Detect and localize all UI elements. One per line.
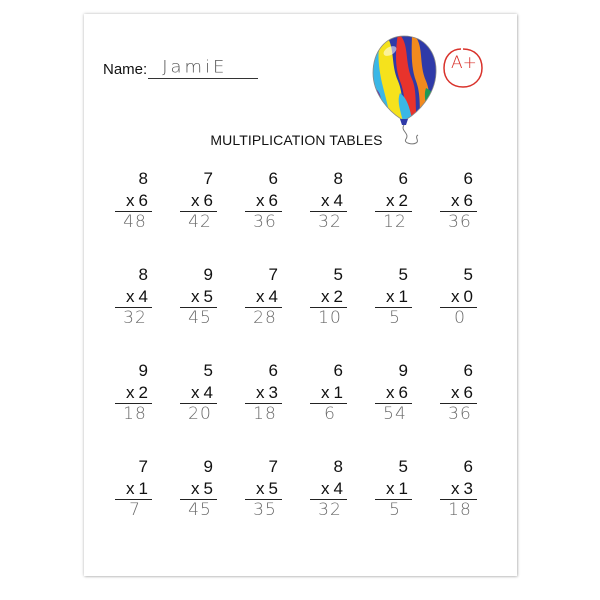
multiplier-row	[301, 286, 351, 307]
handwritten-answer: 18	[253, 404, 277, 424]
multiplier: 5	[203, 479, 213, 498]
multiplier: 2	[333, 287, 343, 306]
multiplier: 6	[268, 191, 278, 210]
multiplicand: 7	[138, 457, 148, 476]
multiplier-row	[236, 190, 286, 211]
problem-r2-c6	[431, 264, 481, 328]
handwritten-answer: 32	[123, 308, 147, 328]
problem-r3-c3	[236, 360, 286, 424]
handwritten-answer: 36	[448, 212, 472, 232]
multiplicand: 6	[268, 361, 278, 380]
times-operator: x	[191, 191, 200, 210]
handwritten-answer: 0	[454, 308, 466, 328]
handwritten-answer: 32	[318, 212, 342, 232]
handwritten-answer: 10	[318, 308, 342, 328]
multiplier: 6	[203, 191, 213, 210]
multiplicand: 9	[138, 361, 148, 380]
multiplier: 4	[333, 479, 343, 498]
multiplicand: 9	[398, 361, 408, 380]
multiplier-row	[301, 190, 351, 211]
multiplier: 4	[268, 287, 278, 306]
multiplier-row	[106, 190, 156, 211]
times-operator: x	[451, 191, 460, 210]
times-operator: x	[126, 191, 135, 210]
multiplier-row	[431, 190, 481, 211]
problem-r4-c2	[171, 456, 221, 520]
multiplier-row	[171, 478, 221, 499]
times-operator: x	[451, 383, 460, 402]
handwritten-answer: 5	[389, 500, 401, 520]
problem-r2-c5	[366, 264, 416, 328]
times-operator: x	[191, 287, 200, 306]
multiplicand: 7	[268, 457, 278, 476]
multiplier: 6	[398, 383, 408, 402]
problem-r2-c2	[171, 264, 221, 328]
multiplier-row	[171, 286, 221, 307]
multiplier-row	[301, 478, 351, 499]
name-row	[103, 57, 258, 79]
times-operator: x	[256, 191, 265, 210]
problem-r3-c1	[106, 360, 156, 424]
handwritten-answer: 18	[448, 500, 472, 520]
problem-r3-c4	[301, 360, 351, 424]
multiplier-row	[236, 478, 286, 499]
handwritten-answer: 36	[253, 212, 277, 232]
student-name: JamiE	[162, 57, 228, 77]
multiplier-row	[106, 382, 156, 403]
problem-r4-c5	[366, 456, 416, 520]
times-operator: x	[126, 383, 135, 402]
times-operator: x	[321, 191, 330, 210]
problem-r3-c2	[171, 360, 221, 424]
handwritten-answer: 48	[123, 212, 147, 232]
multiplicand: 8	[333, 169, 343, 188]
times-operator: x	[451, 287, 460, 306]
multiplicand: 5	[463, 265, 473, 284]
multiplier: 4	[333, 191, 343, 210]
times-operator: x	[321, 479, 330, 498]
handwritten-answer: 32	[318, 500, 342, 520]
times-operator: x	[386, 191, 395, 210]
problem-r1-c4	[301, 168, 351, 232]
problem-r1-c3	[236, 168, 286, 232]
multiplier: 1	[333, 383, 343, 402]
multiplier: 6	[463, 191, 473, 210]
times-operator: x	[386, 479, 395, 498]
multiplicand: 9	[203, 457, 213, 476]
problem-r4-c3	[236, 456, 286, 520]
times-operator: x	[256, 479, 265, 498]
multiplier-row	[171, 190, 221, 211]
multiplicand: 5	[398, 457, 408, 476]
problem-r4-c6	[431, 456, 481, 520]
multiplier-row	[431, 286, 481, 307]
name-label: Name:	[103, 61, 148, 78]
multiplier-row	[301, 382, 351, 403]
handwritten-answer: 20	[188, 404, 212, 424]
multiplicand: 6	[463, 169, 473, 188]
multiplier-row	[366, 286, 416, 307]
times-operator: x	[321, 383, 330, 402]
grade-text: A+	[451, 53, 477, 73]
multiplier: 4	[138, 287, 148, 306]
multiplier-row	[236, 382, 286, 403]
multiplier: 5	[203, 287, 213, 306]
problem-r1-c6	[431, 168, 481, 232]
times-operator: x	[256, 383, 265, 402]
multiplicand: 8	[138, 265, 148, 284]
times-operator: x	[386, 287, 395, 306]
handwritten-answer: 54	[383, 404, 407, 424]
times-operator: x	[191, 479, 200, 498]
problem-r1-c2	[171, 168, 221, 232]
multiplicand: 6	[463, 361, 473, 380]
multiplier-row	[431, 382, 481, 403]
multiplier: 3	[463, 479, 473, 498]
multiplicand: 8	[333, 457, 343, 476]
handwritten-answer: 28	[253, 308, 277, 328]
multiplier-row	[366, 382, 416, 403]
problem-r3-c5	[366, 360, 416, 424]
problem-r2-c3	[236, 264, 286, 328]
multiplier: 4	[203, 383, 213, 402]
multiplicand: 6	[268, 169, 278, 188]
multiplier-row	[431, 478, 481, 499]
times-operator: x	[321, 287, 330, 306]
worksheet-page	[84, 14, 517, 576]
multiplicand: 9	[203, 265, 213, 284]
handwritten-answer: 12	[383, 212, 407, 232]
multiplicand: 7	[268, 265, 278, 284]
multiplicand: 8	[138, 169, 148, 188]
handwritten-answer: 5	[389, 308, 401, 328]
problem-r3-c6	[431, 360, 481, 424]
multiplier: 2	[398, 191, 408, 210]
multiplier: 6	[138, 191, 148, 210]
multiplier-row	[171, 382, 221, 403]
times-operator: x	[126, 287, 135, 306]
multiplicand: 5	[398, 265, 408, 284]
handwritten-answer: 6	[324, 404, 336, 424]
handwritten-answer: 36	[448, 404, 472, 424]
name-line	[148, 57, 258, 79]
multiplier: 2	[138, 383, 148, 402]
multiplicand: 7	[203, 169, 213, 188]
problem-r1-c5	[366, 168, 416, 232]
multiplicand: 6	[398, 169, 408, 188]
multiplier: 1	[398, 479, 408, 498]
multiplier: 5	[268, 479, 278, 498]
handwritten-answer: 18	[123, 404, 147, 424]
handwritten-answer: 42	[188, 212, 212, 232]
multiplicand: 6	[463, 457, 473, 476]
handwritten-answer: 45	[188, 308, 212, 328]
multiplier-row	[106, 286, 156, 307]
times-operator: x	[126, 479, 135, 498]
multiplier: 1	[398, 287, 408, 306]
times-operator: x	[386, 383, 395, 402]
multiplier: 6	[463, 383, 473, 402]
handwritten-answer: 45	[188, 500, 212, 520]
problem-r4-c4	[301, 456, 351, 520]
multiplier-row	[366, 190, 416, 211]
multiplier-row	[366, 478, 416, 499]
times-operator: x	[451, 479, 460, 498]
problem-r2-c4	[301, 264, 351, 328]
handwritten-answer: 35	[253, 500, 277, 520]
multiplicand: 6	[333, 361, 343, 380]
problem-r4-c1	[106, 456, 156, 520]
problem-r1-c1	[106, 168, 156, 232]
multiplicand: 5	[203, 361, 213, 380]
multiplier-row	[236, 286, 286, 307]
worksheet-title: MULTIPLICATION TABLES	[210, 132, 383, 148]
multiplier-row	[106, 478, 156, 499]
times-operator: x	[256, 287, 265, 306]
multiplier: 3	[268, 383, 278, 402]
problem-r2-c1	[106, 264, 156, 328]
handwritten-answer: 7	[129, 500, 141, 520]
multiplier: 1	[138, 479, 148, 498]
times-operator: x	[191, 383, 200, 402]
multiplicand: 5	[333, 265, 343, 284]
multiplier: 0	[463, 287, 473, 306]
